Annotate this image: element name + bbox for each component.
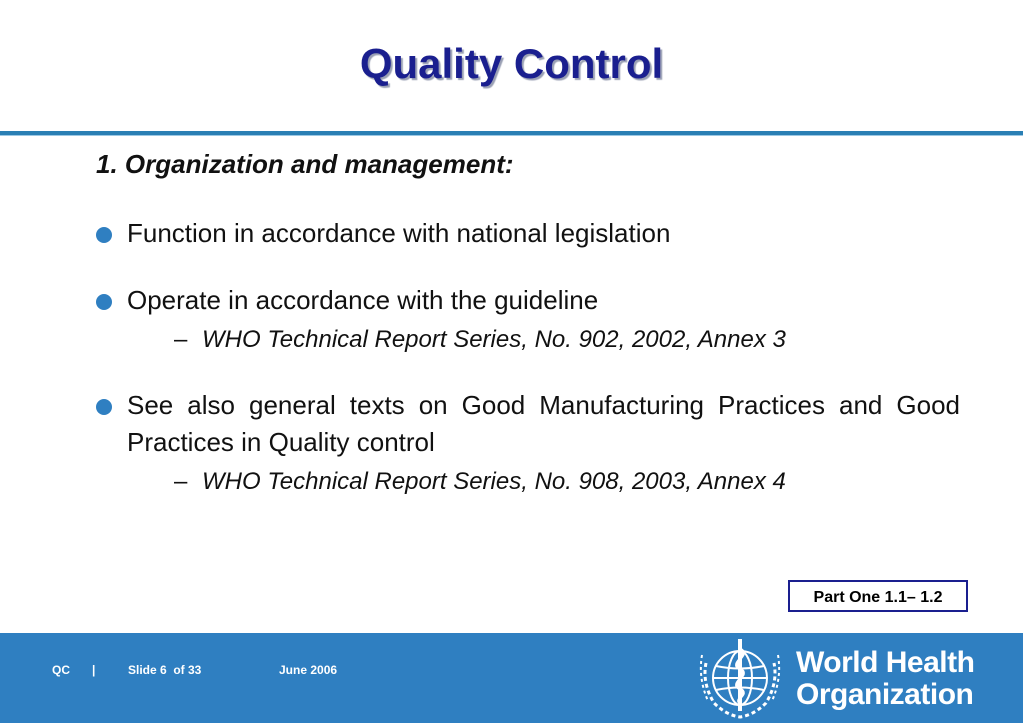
sub-bullet-item	[127, 465, 960, 499]
bullet-dot-icon	[96, 227, 112, 243]
bullet-text: See also general texts on Good Manufacturing Practices and Good Practices in Quality control	[127, 390, 960, 457]
slide-title: Quality Control	[359, 40, 664, 87]
organization-name	[796, 647, 974, 711]
who-emblem-icon	[694, 633, 786, 723]
bullet-text: Function in accordance with national legislation	[127, 218, 671, 248]
title-divider	[0, 131, 1023, 136]
organization-name-line2: Organization	[796, 678, 974, 711]
slide-body	[96, 146, 960, 499]
organization-name-line1: World Health	[796, 646, 975, 679]
dash-icon: –	[174, 468, 188, 495]
footer-bar	[0, 633, 1023, 723]
footer-slide-number: Slide 6 of 33	[128, 663, 202, 677]
sub-bullet-item	[127, 323, 960, 357]
bullet-item	[96, 215, 960, 252]
footer-date: June 2006	[279, 663, 338, 677]
bullet-text: Operate in accordance with the guideline	[127, 285, 599, 315]
sub-bullet-text: WHO Technical Report Series, No. 908, 2003, Annex 4	[202, 468, 786, 495]
section-heading: 1. Organization and management:	[96, 149, 514, 179]
bullet-dot-icon	[96, 399, 112, 415]
dash-icon: –	[174, 326, 188, 353]
bullet-item	[96, 282, 960, 357]
bullet-dot-icon	[96, 294, 112, 310]
footer-separator: |	[92, 663, 96, 677]
reference-box: Part One 1.1– 1.2	[788, 580, 968, 612]
bullet-item	[96, 387, 960, 499]
sub-bullet-text: WHO Technical Report Series, No. 902, 2002, Annex 3	[202, 326, 786, 353]
footer-code: QC	[52, 663, 70, 677]
